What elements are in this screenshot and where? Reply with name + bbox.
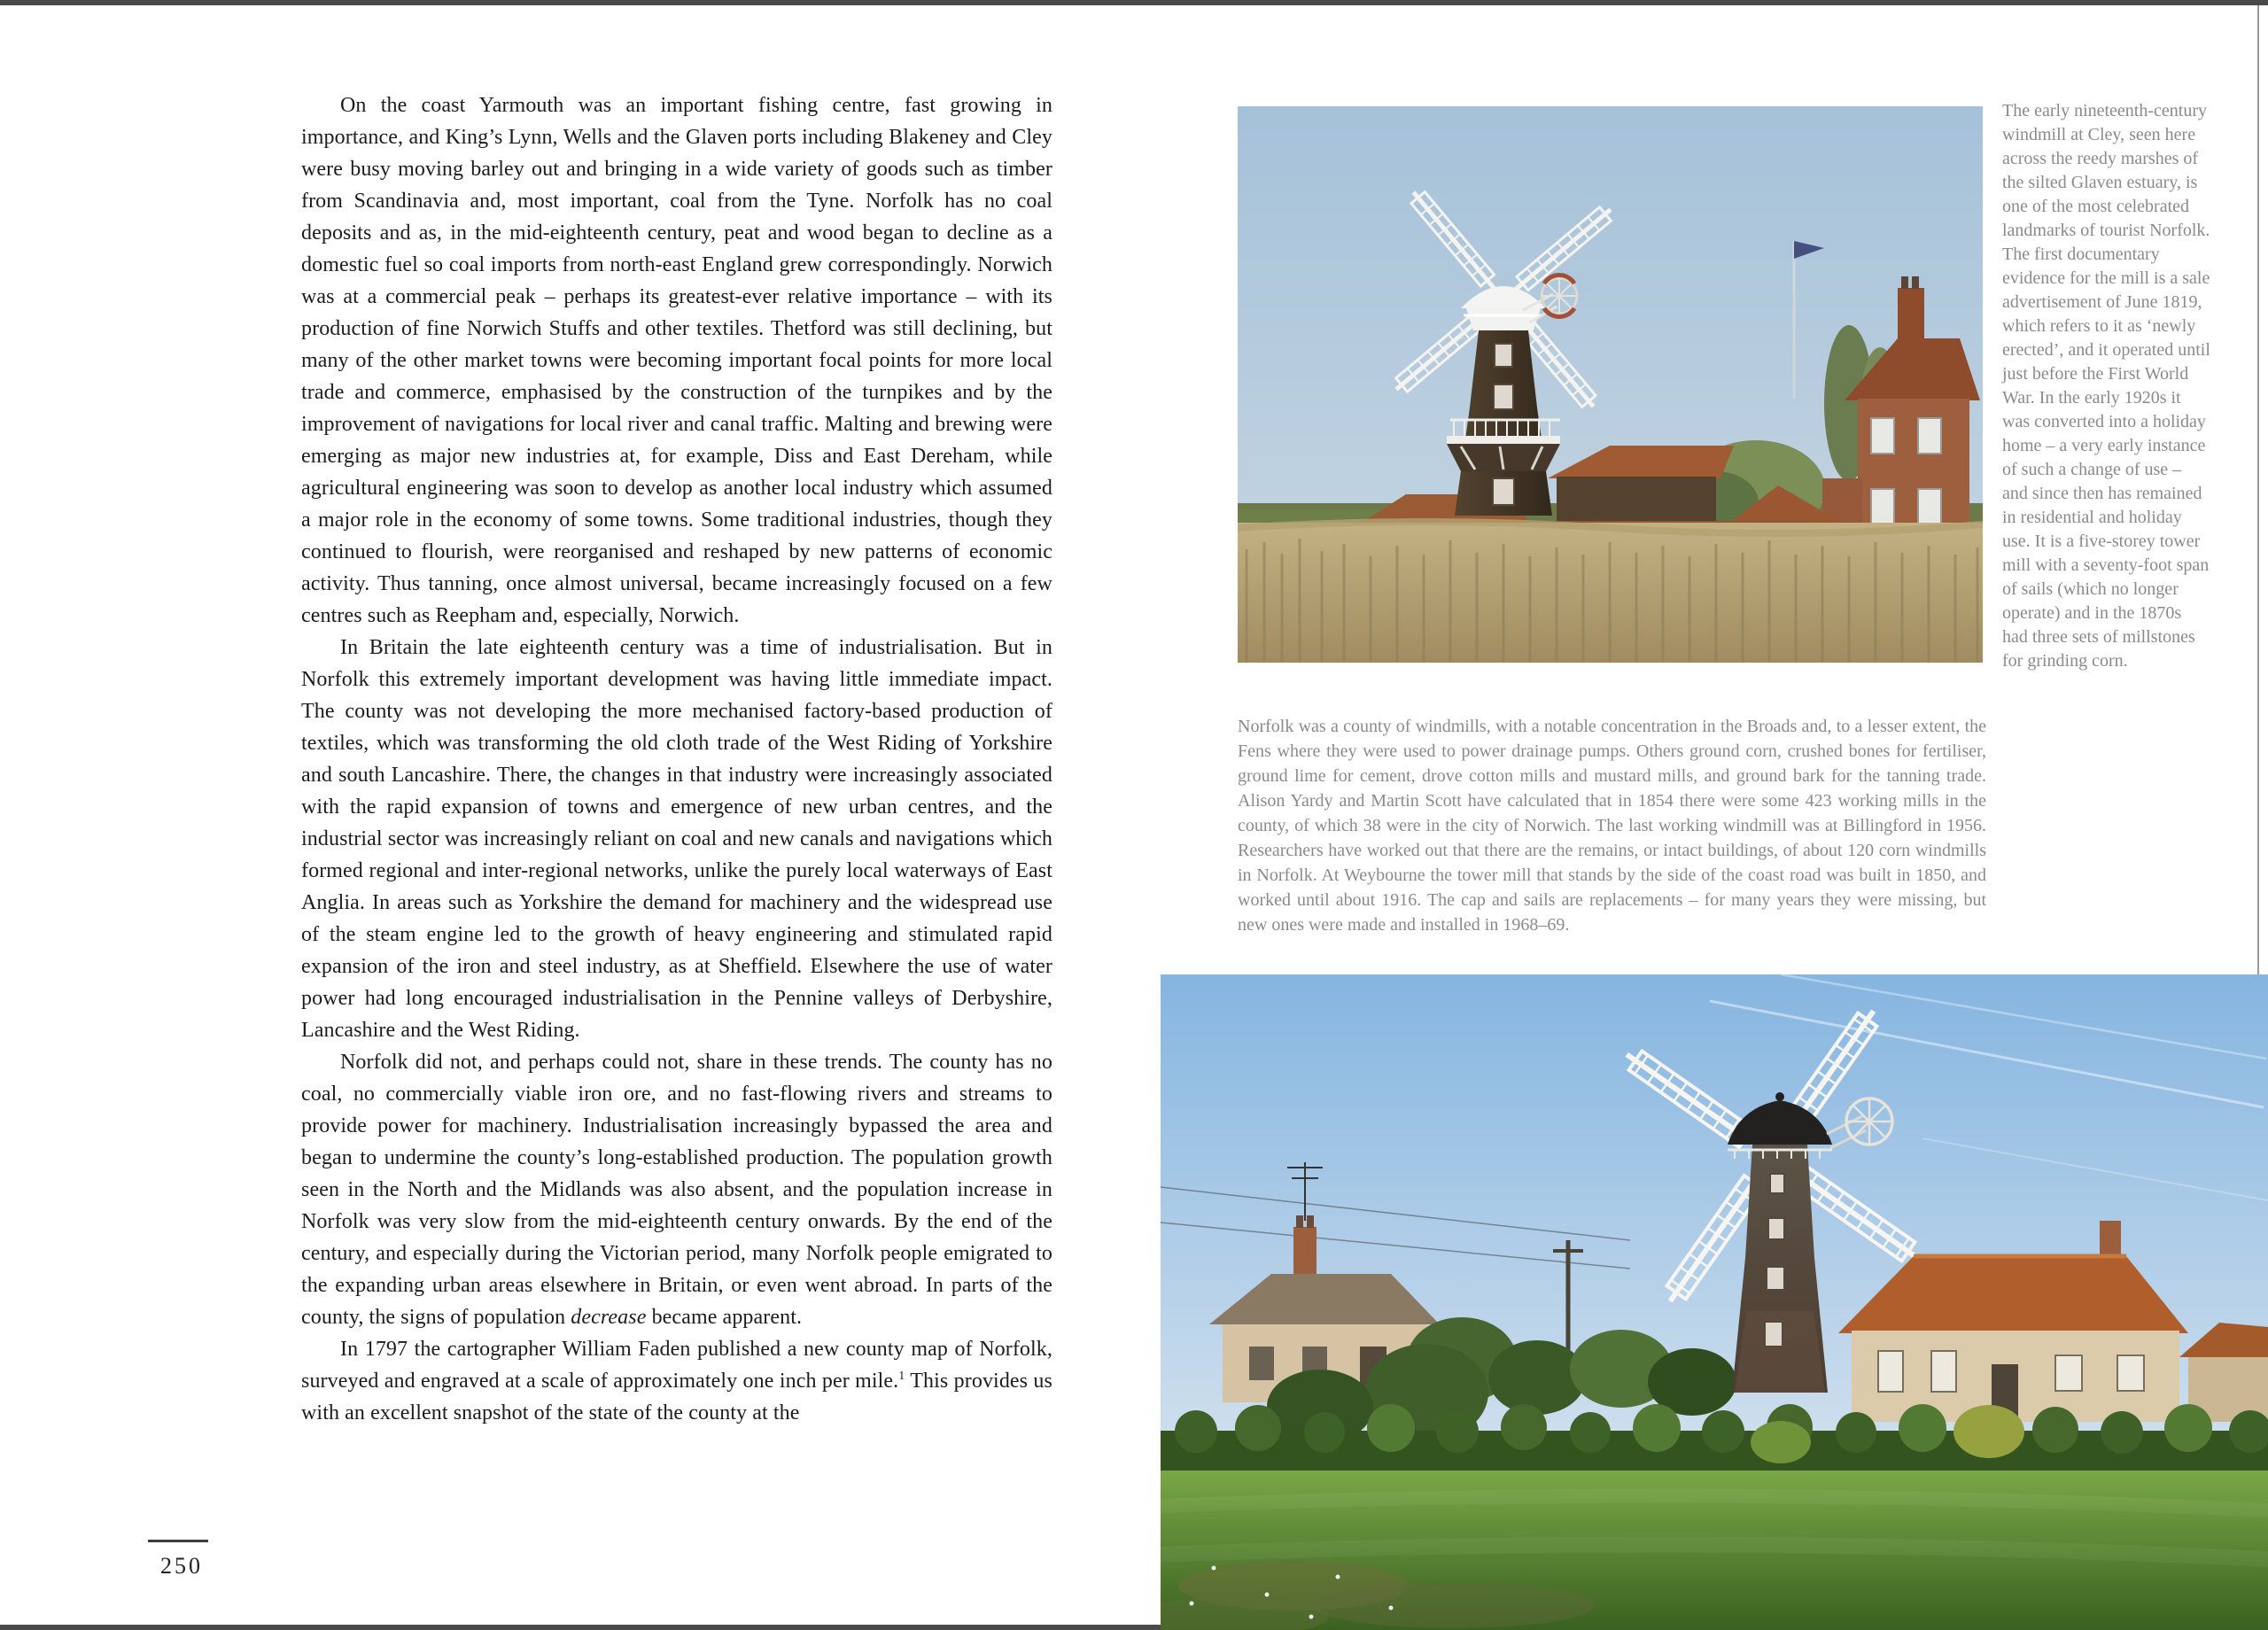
page-number: 250: [160, 1553, 203, 1579]
body-paragraph-2: In Britain the late eighteenth century was a time of industrialisation. But in Norfolk this extremely important development was having little immediate impact. The county was not developing the more mechanised factory-based production of textiles, which was transforming the old cloth trade of the West Riding of Yorkshire and south Lancashire. There, the changes in that industry were increasingly associated with the rapid expansion of towns and emergence of new urban centres, and the industrial sector was increasingly reliant on coal and new canals and navigations which formed regional and inter-regional networks, unlike the purely local waterways of East Anglia. In areas such as Yorkshire the demand for machinery and the widespread use of the steam engine led to the growth of heavy engineering and stimulated rapid expansion of the iron and steel industry, as at Sheffield. Elsewhere the use of water power had long encouraged industrialisation in the Pennine valleys of Derbyshire, Lancashire and the West Riding.: [301, 636, 1052, 1042]
top-window-bar: [0, 0, 2268, 5]
photo-caption: Norfolk was a county of windmills, with a notable concentration in the Broads and, to a lesser extent, the Fens where they were used to power drainage pumps. Others ground corn, crushed bones for fertiliser, ground lime for cement, drove cotton mills and mustard mills, and ground bark for the tanning trade. Alison Yardy and Martin Scott have calculated that in 1854 there were some 423 working mills in the county, of which 38 were in the city of Norwich. The last working windmill was at Billingford in 1956. Researchers have worked out that there are the remains, or intact buildings, of about 120 corn windmills in Norfolk. At Weybourne the tower mill that stands by the side of the coast road was built in 1850, and worked until about 1916. The cap and sails are replacements – for many years they were missing, but new ones were made and installed in 1968–69.: [1238, 717, 1986, 935]
bottom-window-bar: [0, 1625, 1163, 1630]
body-text-column: [301, 89, 1052, 1429]
lawn: [1161, 1471, 2268, 1630]
page-edge-line: [2257, 5, 2259, 976]
paragraph-text: became apparent.: [646, 1306, 803, 1329]
paragraph-text: In 1797 the cartographer William Faden published a new county map of Norfolk, surveyed and engraved at a scale of approximately one inch per mile.: [301, 1338, 1052, 1393]
margin-caption: The early nineteenth-century windmill at Cley, seen here across the reedy marshes of the silted Glaven estuary, is one of the most celebrated landmarks of tourist Norfolk. The first documentary evidence for the mill is a sale advertisement of June 1819, which refers to it as ‘newly erected’, and it operated until just before the First World War. In the early 1920s it was converted into a holiday home – a very early instance of such a change of use – and since then has remained in residential and holiday use. It is a five-storey tower mill with a seventy-foot span of sails (which no longer operate) and in the 1870s had three sets of millstones for grinding corn.: [2002, 101, 2210, 671]
photo-cley-windmill: [1238, 106, 1983, 663]
footnote-marker: 1: [898, 1370, 905, 1383]
photo-weybourne-windmill: [1161, 974, 2268, 1630]
body-paragraph-3: [301, 1046, 1052, 1333]
windmill-cap-base: [1466, 308, 1541, 330]
body-paragraph-1: On the coast Yarmouth was an important fishing centre, fast growing in importance, and King’s Lynn, Wells and the Glaven ports including Blakeney and Cley were busy moving barley out and bringing in a wide variety of goods such as timber from Scandinavia and, most important, coal from the Tyne. Norfolk has no coal deposits and as, in the mid-eighteenth century, peat and wood began to decline as a domestic fuel so coal imports from north-east England grew correspondingly. Norwich was at a commercial peak – perhaps its greatest-ever relative importance – with its production of fine Norwich Stuffs and other textiles. Thetford was still declining, but many of the other market towns were becoming important focal points for more local trade and commerce, emphasised by the construction of the turnpikes and by the improvement of navigations for local river and canal traffic. Malting and brewing were emerging as major new industries at, for example, Diss and East Dereham, while agricultural engineering was soon to develop as another local industry which assumed a major role in the economy of some towns. Some traditional industries, though they continued to flourish, were reorganised and reshaped by new patterns of economic activity. Thus tanning, once almost universal, became increasingly focused on a few centres such as Reepham and, especially, Norwich.: [301, 94, 1052, 627]
page-number-rule: [148, 1540, 208, 1542]
body-paragraph-4: [301, 1333, 1052, 1429]
italic-word: decrease: [571, 1306, 647, 1329]
reed-bed: [1238, 522, 1983, 663]
paragraph-text: This provides us with an excellent snapshot of the state of the county at the: [301, 1370, 1052, 1424]
paragraph-text: Norfolk did not, and perhaps could not, share in these trends. The county has no coal, no commercially viable iron ore, and no fast-flowing rivers and streams to provide power for machinery. Industrialisation increasingly bypassed the area and began to undermine the county’s long-established production. The population growth seen in the North and the Midlands was also absent, and the population increase in Norfolk was very slow from the mid-eighteenth century onwards. By the end of the century, and especially during the Victorian period, many Norfolk people emigrated to the expanding urban areas elsewhere in Britain, or even went abroad. In parts of the county, the signs of population: [301, 1051, 1052, 1329]
